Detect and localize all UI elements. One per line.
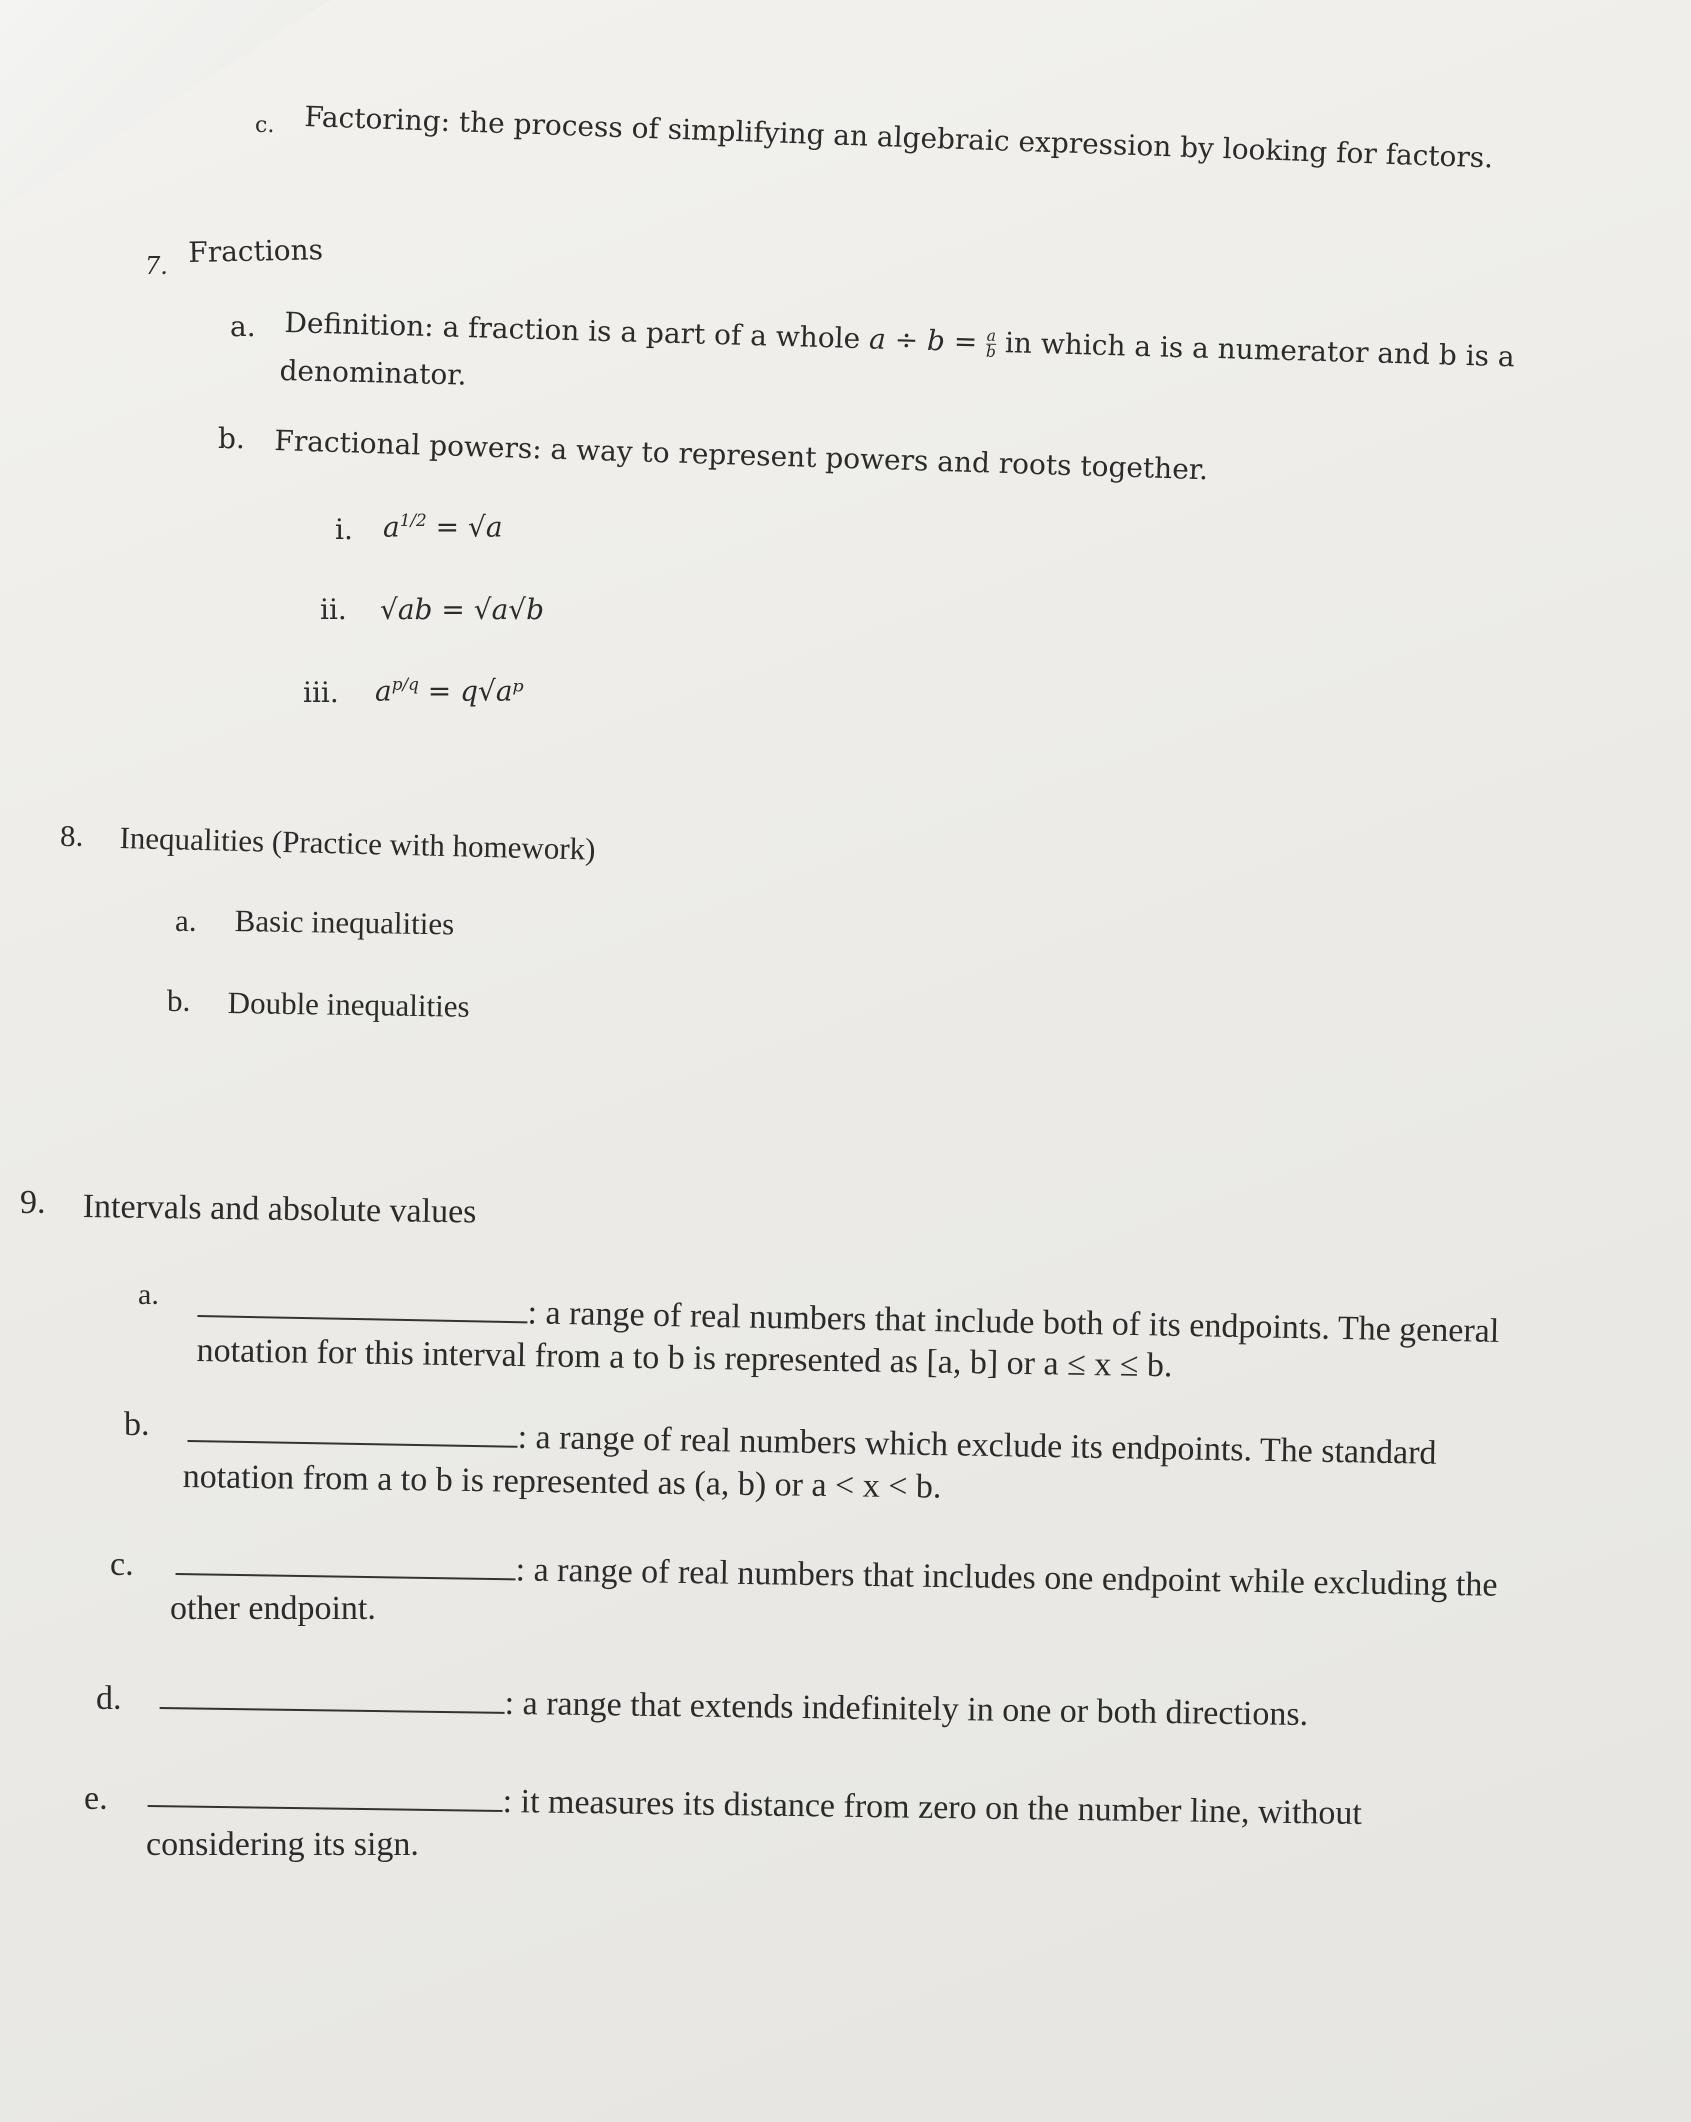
item-9b-blank[interactable] (187, 1436, 517, 1448)
item-9a-marker: a. (138, 1278, 159, 1311)
formula-iii-exponent: p/q (391, 674, 419, 694)
item-6c-marker: c. (255, 113, 275, 138)
item-9c-blank[interactable] (176, 1569, 516, 1580)
item-8a-marker: a. (175, 903, 197, 938)
item-7a-fraction (986, 328, 997, 360)
item-9a-line2: notation for this interval from a to b is represented as [a, b] or a ≤ x ≤ b. (196, 1332, 1173, 1385)
folded-page-corner (0, 0, 331, 210)
item-9e-blank[interactable] (148, 1801, 503, 1812)
item-7a-tail: in which a is a numerator and b is a (1004, 326, 1516, 374)
item-7b-text: Fractional powers: a way to represent powers and roots together. (273, 424, 1209, 487)
item-9c-line2: other endpoint. (170, 1590, 376, 1627)
item-9d-definition: : a range that extends indefinitely in one or both directions. (504, 1684, 1309, 1734)
formula-ii-marker: ii. (320, 593, 347, 626)
section-8-number: 8. (60, 818, 84, 853)
item-9e-definition: : it measures its distance from zero on the number line, without (502, 1782, 1363, 1832)
item-9e-line2: considering its sign. (146, 1826, 419, 1863)
formula-i-marker: i. (335, 513, 353, 546)
item-7b-marker: b. (218, 422, 245, 455)
formula-i (383, 510, 503, 543)
item-9a-definition: : a range of real numbers that include both of its endpoints. The general (527, 1294, 1500, 1350)
formula-iii-marker: iii. (303, 676, 339, 709)
item-9b-marker: b. (124, 1406, 150, 1443)
item-9b-definition: : a range of real numbers which exclude its endpoints. The standard (517, 1418, 1437, 1472)
item-7a-line1 (284, 306, 1515, 375)
formula-iii (375, 674, 524, 707)
formula-iii-base: a (375, 674, 392, 708)
item-9b-line2: notation from a to b is represented as (a, b) or a < x < b. (182, 1458, 942, 1506)
item-9c-definition: : a range of real numbers that includes one endpoint while excluding the (515, 1551, 1498, 1604)
formula-i-rhs: = √a (435, 510, 503, 544)
item-7a-text: Definition: a fraction is a part of a whole (284, 306, 861, 356)
section-9-title: Intervals and absolute values (82, 1188, 477, 1231)
item-9c-marker: c. (110, 1546, 134, 1583)
item-6c-text: Factoring: the process of simplifying an algebraic expression by looking for factors. (303, 100, 1494, 175)
item-9d-blank[interactable] (160, 1703, 505, 1714)
formula-ii: √ab = √a√b (380, 593, 545, 626)
formula-iii-rhs: = q√aᵖ (427, 674, 524, 708)
item-7a-math: a ÷ b = (868, 322, 978, 359)
item-9e-marker: e. (84, 1780, 108, 1817)
item-7a-marker: a. (230, 310, 256, 343)
item-7a-line2: denominator. (279, 354, 467, 392)
item-8b-text: Double inequalities (227, 985, 470, 1024)
section-7-number: 7. (145, 252, 168, 280)
formula-i-exponent: 1/2 (399, 510, 427, 530)
item-9d-marker: d. (96, 1680, 122, 1717)
item-9e-line1 (147, 1778, 1362, 1833)
item-9d-line1 (159, 1680, 1308, 1734)
section-7-title: Fractions (188, 233, 324, 269)
fraction-denominator: b (985, 342, 997, 361)
item-9a-blank[interactable] (197, 1311, 527, 1323)
item-8a-text: Basic inequalities (234, 903, 455, 942)
formula-i-base: a (383, 510, 400, 544)
section-8-title: Inequalities (Practice with homework) (119, 820, 596, 867)
item-8b-marker: b. (167, 983, 191, 1018)
fraction-numerator: a (986, 326, 997, 345)
section-9-number: 9. (20, 1184, 46, 1221)
